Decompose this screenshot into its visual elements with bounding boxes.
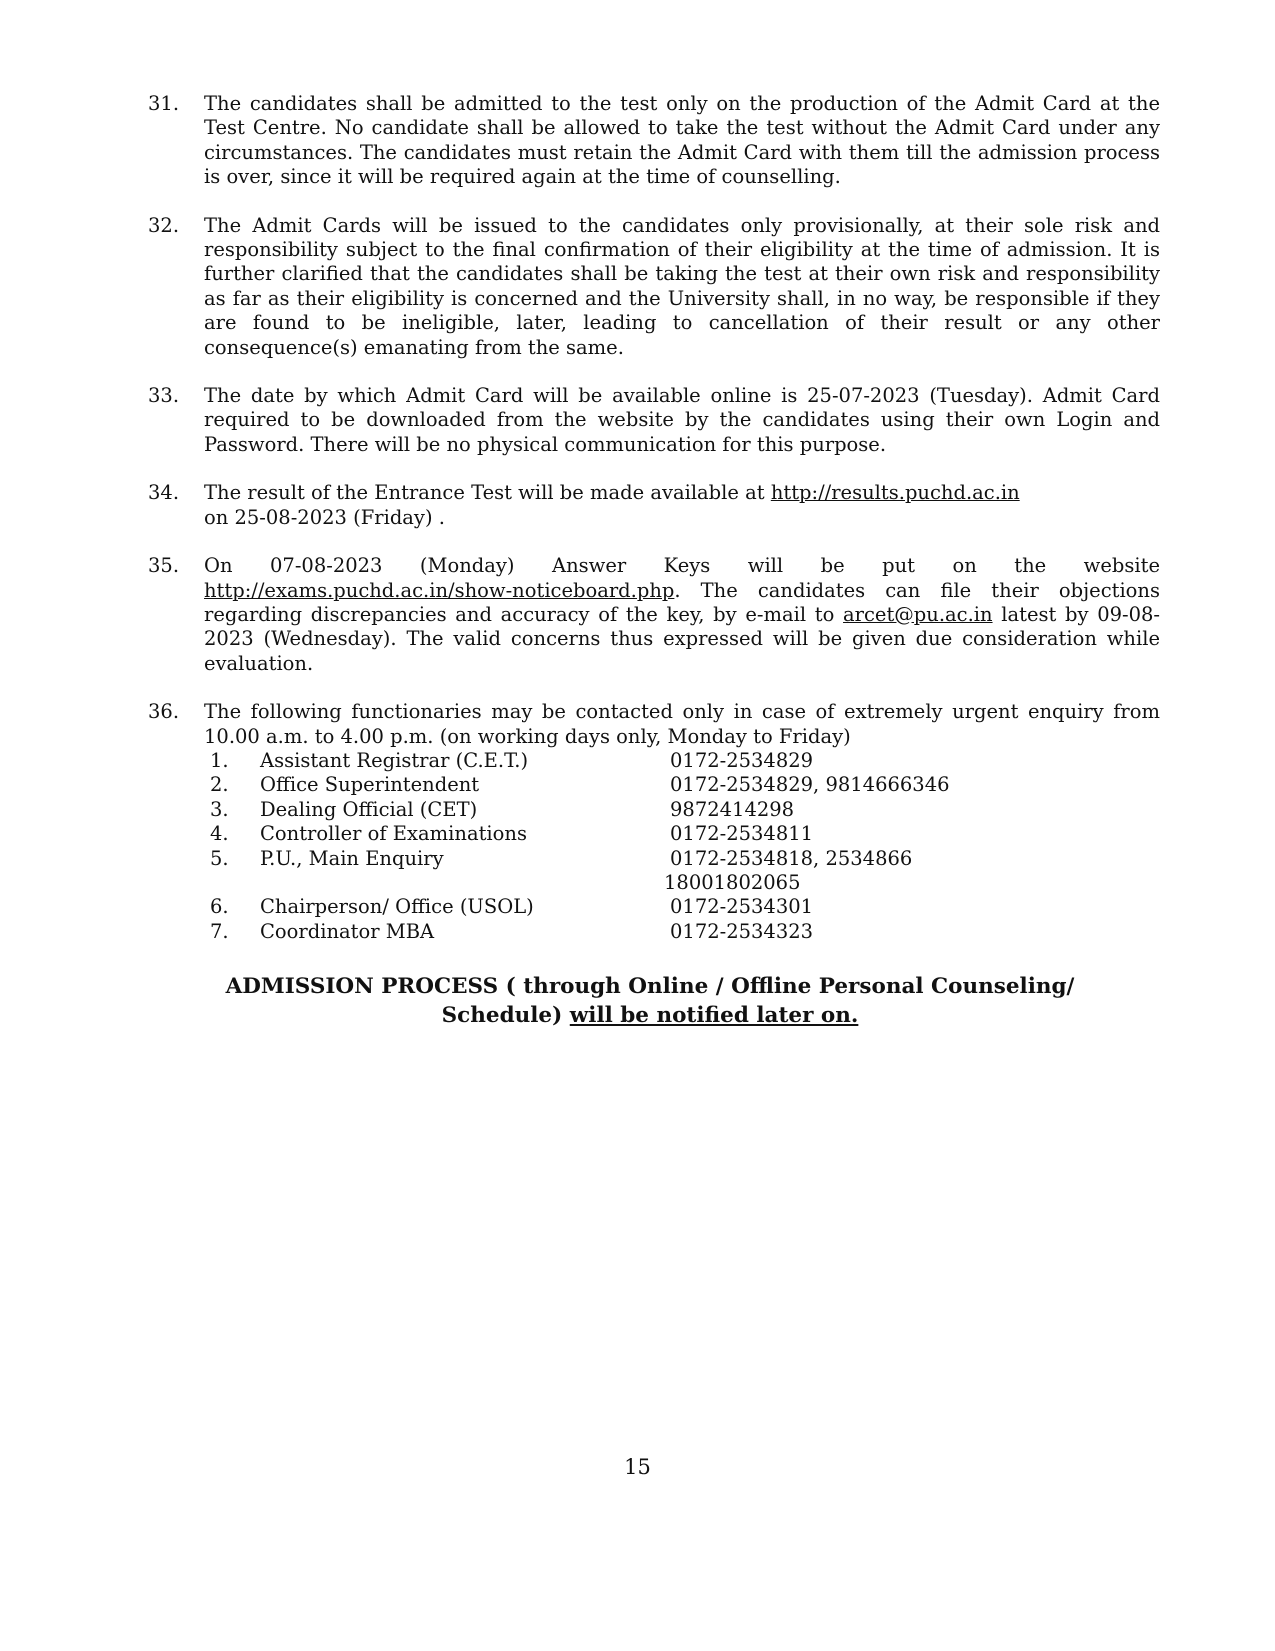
contact-phone: 0172-2534829, 9814666346 — [670, 773, 950, 797]
item-32 — [148, 214, 1160, 360]
contacts-table — [204, 749, 1160, 944]
item-text-mid: . The candidates can file their objections regarding discrepancies and accuracy of the key, by e-mail to — [204, 578, 1160, 626]
item-text-post: latest by 09-08-2023 (Wednesday). The valid concerns thus expressed will be given due consideration while evaluation. — [204, 602, 1160, 675]
results-link[interactable]: http://results.puchd.ac.in — [770, 481, 1020, 505]
item-number: 34. — [148, 481, 180, 505]
contact-number: 3. — [210, 797, 229, 821]
contact-phone: 0172-2534301 — [670, 895, 814, 919]
contact-extra-phone: 18001802065 — [664, 870, 801, 894]
noticeboard-link[interactable]: http://exams.puchd.ac.in/show-noticeboard.php — [204, 578, 675, 602]
contact-row — [204, 920, 1160, 944]
notice-line1: ADMISSION PROCESS ( through Online / Offline Personal Counseling/ — [225, 974, 1075, 999]
item-text — [204, 700, 1160, 944]
contact-title: Coordinator MBA — [260, 919, 435, 943]
contact-phone: 9872414298 — [670, 797, 795, 821]
contact-title: Chairperson/ Office (USOL) — [260, 895, 534, 919]
notice-underlined: will be notified later on. — [569, 1003, 859, 1028]
item-33 — [148, 384, 1160, 457]
item-number: 32. — [148, 213, 180, 237]
contact-number: 1. — [210, 748, 229, 772]
contact-row — [204, 773, 1160, 797]
item-number: 31. — [148, 92, 180, 115]
email-link[interactable]: arcet@pu.ac.in — [843, 602, 993, 626]
contact-title: Office Superintendent — [260, 773, 480, 797]
item-34 — [148, 481, 1160, 530]
item-text-intro: The following functionaries may be contacted only in case of extremely urgent enquiry from 10.00 a.m. to 4.00 p.m. (on working days only, Monday to Friday) — [204, 700, 1160, 748]
item-text — [204, 554, 1160, 676]
notice-line2-text: Schedule) — [441, 1003, 563, 1028]
item-text: The date by which Admit Card will be available online is 25-07-2023 (Tuesday). Admit Card required to be downloaded from the website by the candidates using their own Login and Password. There will be no physical communication for this purpose. — [204, 384, 1160, 456]
item-35 — [148, 554, 1160, 676]
item-text-pre: The result of the Entrance Test will be made available at — [204, 481, 771, 505]
contact-title: Dealing Official (CET) — [260, 797, 478, 821]
instructions-list — [148, 92, 1160, 944]
item-text-line1: On 07-08-2023 (Monday) Answer Keys will be put on the website — [204, 554, 1160, 578]
contact-row — [204, 798, 1160, 822]
contact-phone: 0172-2534323 — [670, 919, 814, 943]
contact-phone: 0172-2534818, 2534866 — [670, 846, 913, 870]
contact-title: Assistant Registrar (C.E.T.) — [260, 748, 529, 772]
item-36 — [148, 700, 1160, 944]
item-number: 35. — [148, 554, 180, 578]
item-text — [204, 481, 1160, 530]
contact-number: 2. — [210, 773, 229, 797]
item-31 — [148, 92, 1160, 190]
contact-phone: 0172-2534829 — [670, 748, 814, 772]
contact-number: 5. — [210, 846, 229, 870]
notice-line2 — [150, 1001, 1150, 1030]
contact-number: 4. — [210, 822, 229, 846]
contact-title: P.U., Main Enquiry — [260, 846, 444, 870]
page-number: 15 — [624, 1455, 651, 1479]
item-text: The Admit Cards will be issued to the candidates only provisionally, at their sole risk and responsibility subject to the final confirmation of their eligibility at the time of admission. It is further clarified that the candidates shall be taking the test at their own risk and responsibility as far as their eligibility is concerned and the University shall, in no way, be responsible if they are found to be ineligible, later, leading to cancellation of their result or any other consequence(s) emanating from the same. — [204, 213, 1160, 359]
contact-row — [204, 895, 1160, 919]
contact-number: 7. — [210, 919, 229, 943]
item-text: The candidates shall be admitted to the test only on the production of the Admit Card at the Test Centre. No candidate shall be allowed to take the test without the Admit Card under any circumstances. The candidates must retain the Admit Card with them till the admission process is over, since it will be required again at the time of counselling. — [204, 92, 1160, 189]
item-text-post: on 25-08-2023 (Friday) . — [204, 505, 445, 529]
contact-row — [204, 822, 1160, 846]
admission-notice — [150, 972, 1150, 1030]
contact-number: 6. — [210, 895, 229, 919]
contact-row — [204, 749, 1160, 773]
contact-phone: 0172-2534811 — [670, 822, 814, 846]
item-number: 36. — [148, 700, 180, 724]
item-number: 33. — [148, 384, 180, 408]
contact-title: Controller of Examinations — [260, 822, 527, 846]
contact-row — [204, 847, 1160, 871]
